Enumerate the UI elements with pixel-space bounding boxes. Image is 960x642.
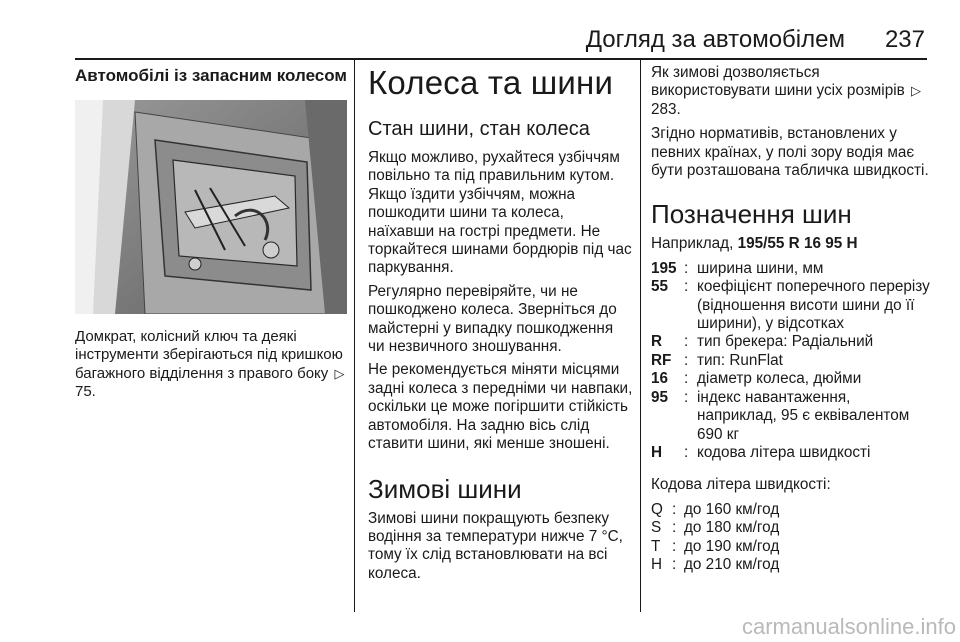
subheading-tyre-designation: Позначення шин xyxy=(651,199,852,230)
column-middle xyxy=(368,60,633,588)
page-number: 237 xyxy=(884,26,925,53)
list-item: RF : тип: RunFlat xyxy=(651,352,931,370)
watermark: carmanualsonline.info xyxy=(741,614,956,639)
speed-key: S xyxy=(651,519,662,537)
code-key: R xyxy=(651,333,663,351)
subheading-tyre-condition: Стан шини, стан колеса xyxy=(368,118,590,140)
speed-key: Q xyxy=(651,500,663,518)
subheading-winter-tyres: Зимові шини xyxy=(368,473,522,504)
figure-caption xyxy=(75,328,347,402)
paragraph xyxy=(651,64,931,119)
list-item: 55 : коефіцієнт поперечного перерізу (відношення висоти шини до її ширини), у відсотках xyxy=(651,278,930,333)
speed-intro: Кодова літера швидкості: xyxy=(651,476,831,494)
code-key: 55 xyxy=(651,278,669,296)
code-key: 95 xyxy=(651,388,669,406)
list-item: H : до 210 км/год xyxy=(651,556,931,574)
speed-value: до 160 км/год xyxy=(684,500,780,518)
list-item: S : до 180 км/год xyxy=(651,519,931,537)
speed-key: T xyxy=(651,537,661,555)
chapter-heading: Колеса та шини xyxy=(368,64,614,101)
code-value: тип: RunFlat xyxy=(697,351,783,369)
reference-arrow-icon: ▷ xyxy=(911,83,921,99)
page-header xyxy=(75,26,927,56)
code-key: 16 xyxy=(651,370,669,388)
speed-list xyxy=(651,501,931,575)
code-key: 195 xyxy=(651,259,677,277)
reference-arrow-icon: ▷ xyxy=(334,365,345,381)
code-key: H xyxy=(651,443,663,461)
list-item: 195 : ширина шини, мм xyxy=(651,260,931,278)
paragraph-reference: 283. xyxy=(651,100,681,118)
list-item: T : до 190 км/год xyxy=(651,538,931,556)
list-item: 16 : діаметр колеса, дюйми xyxy=(651,370,931,388)
paragraph: Не рекомендується міняти місцями задні колеса з передніми чи навпаки, оскільки це може погіршити стійкість автомобіля. На задню вісь слід ставити шини, які менше зношені. xyxy=(368,361,633,453)
speed-value: до 190 км/год xyxy=(684,537,780,555)
code-value: кодова літера швидкості xyxy=(697,443,871,461)
example-line xyxy=(651,235,931,253)
column-right xyxy=(651,60,931,574)
list-item: H : кодова літера швидкості xyxy=(651,444,931,462)
caption-text: Домкрат, колісний ключ та деякі інструменти зберігаються під кришкою багажного відділення з правого боку xyxy=(75,328,343,382)
designation-list xyxy=(651,260,931,462)
jack-and-tools-compartment-icon xyxy=(75,100,347,314)
example-code: 195/55 R 16 95 H xyxy=(737,235,858,253)
code-value: індекс навантаження, наприклад, 95 є еквівалентом 690 кг xyxy=(697,388,910,443)
speed-value: до 180 км/год xyxy=(684,519,780,537)
caption-reference: 75. xyxy=(75,383,96,401)
paragraph-text: Як зимові дозволяється використовувати шини усіх розмірів xyxy=(651,64,905,100)
column-divider-2 xyxy=(640,60,641,612)
header-title: Догляд за автомобілем xyxy=(585,26,845,53)
jack-compartment-figure xyxy=(75,100,347,314)
code-value: коефіцієнт поперечного перерізу (відношення висоти шини до її ширини), у відсотках xyxy=(697,278,930,333)
code-value: тип брекера: Радіальний xyxy=(697,333,874,351)
paragraph: Якщо можливо, рухайтеся узбіччям повільно та під правильним кутом. Якщо їздити узбіччям, можна пошкодити шини та колеса, наїхавши на гострі предмети. Не торкайтеся шинами бордюрів під час паркування. xyxy=(368,149,632,277)
speed-value: до 210 км/год xyxy=(684,555,780,573)
speed-key: H xyxy=(651,555,663,573)
paragraph: Згідно нормативів, встановлених у певних країнах, у полі зору водія має бути розташована табличка швидкості. xyxy=(651,125,929,180)
column-left xyxy=(75,60,347,402)
list-item: 95 : індекс навантаження, наприклад, 95 є еквівалентом 690 кг xyxy=(651,389,931,444)
column-divider-1 xyxy=(354,60,355,612)
section-title: Автомобілі із запасним колесом xyxy=(75,66,347,85)
code-value: діаметр колеса, дюйми xyxy=(697,370,862,388)
paragraph: Зимові шини покращують безпеку водіння за температури нижче 7 °C, тому їх слід встановлювати на всі колеса. xyxy=(368,509,623,582)
code-value: ширина шини, мм xyxy=(697,259,824,277)
example-prefix: Наприклад, xyxy=(651,235,734,253)
code-key: RF xyxy=(651,351,672,369)
list-item: R : тип брекера: Радіальний xyxy=(651,333,931,351)
paragraph: Регулярно перевіряйте, чи не пошкоджено колеса. Зверніться до майстерні у випадку пошкодження чи незвичного зношування. xyxy=(368,282,617,356)
list-item: Q : до 160 км/год xyxy=(651,501,931,519)
